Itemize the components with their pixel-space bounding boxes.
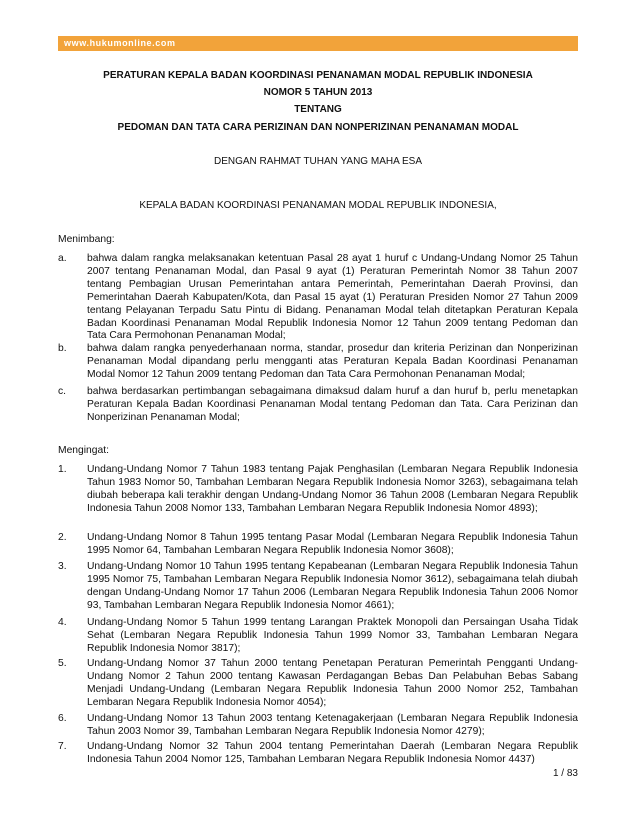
mengingat-item [58, 561, 578, 613]
mengingat-item [58, 617, 578, 656]
item-number: a. [58, 253, 67, 264]
item-text: bahwa dalam rangka penyederhanaan norma, standar, prosedur dan kriteria Perizinan dan Nonperizinan Penanaman Modal dipandang perlu mengganti atas Peraturan Kepala Badan Koordinasi Penanaman Modal Nomor 12 Tahun 2009 tentang Pedoman dan Tata Cara Permohonan Penanaman Modal; [87, 343, 578, 380]
item-number: 2. [58, 532, 67, 543]
item-text: bahwa dalam rangka melaksanakan ketentuan Pasal 28 ayat 1 huruf c Undang-Undang Nomor 25 Tahun 2007 tentang Penanaman Modal, dan Pasal 9 ayat (1) Peraturan Pemerintah Nomor 38 Tahun 2007 tentang Pembagian Urusan Pemerintahan antara Pemerintah, Pemerintahan Daerah Provinsi, dan Pemerintahan Daerah Kabupaten/Kota, dan Pasal 15 ayat (1) Peraturan Presiden Nomor 27 Tahun 2009 tentang Pelayanan Terpadu Satu Pintu di Bidang. Penanaman Modal telah ditetapkan Peraturan Kepala Badan Koordinasi Penanaman Modal Republik Indonesia Nomor 12 Tahun 2009 tentang Pedoman dan Tata Cara Permohonan Penanaman Modal; [87, 253, 578, 342]
item-text: bahwa berdasarkan pertimbangan sebagaimana dimaksud dalam huruf a dan huruf b, perlu menetapkan Peraturan Kepala Badan Koordinasi Penanaman Modal tentang Pedoman dan Tata. Cara Perizinan dan Nonperizinan Penanaman Modal; [87, 386, 578, 423]
item-number: 6. [58, 713, 67, 724]
item-number: c. [58, 386, 67, 397]
site-header-bar[interactable]: www.hukumonline.com [58, 36, 578, 51]
menimbang-heading: Menimbang: [58, 234, 115, 245]
authority-line: KEPALA BADAN KOORDINASI PENANAMAN MODAL REPUBLIK INDONESIA, [139, 200, 497, 211]
mengingat-item [58, 464, 578, 516]
item-number: 4. [58, 617, 67, 628]
item-number: 3. [58, 561, 67, 572]
item-text: Undang-Undang Nomor 13 Tahun 2003 tentang Ketenagakerjaan (Lembaran Negara Republik Indonesia Tahun 2003 Nomor 39, Tambahan Lembaran Negara Republik Indonesia Nomor 4279); [87, 713, 578, 737]
doc-title-number: NOMOR 5 TAHUN 2013 [263, 87, 373, 98]
doc-title-subject: PEDOMAN DAN TATA CARA PERIZINAN DAN NONPERIZINAN PENANAMAN MODAL [117, 122, 519, 133]
mengingat-item [58, 741, 578, 767]
doc-title-tentang: TENTANG [294, 104, 342, 115]
menimbang-item [58, 343, 578, 382]
item-text: Undang-Undang Nomor 7 Tahun 1983 tentang Pajak Penghasilan (Lembaran Negara Republik Indonesia Tahun 1983 Nomor 50, Tambahan Lembaran Negara Republik Indonesia Nomor 3263), sebagaimana telah diubah beberapa kali terakhir dengan Undang-Undang Nomor 36 Tahun 2008 (Lembaran Negara Republik Indonesia Tahun 2008 Nomor 133, Tambahan Lembaran Negara Republik Indonesia Nomor 4893); [87, 464, 578, 514]
item-text: Undang-Undang Nomor 37 Tahun 2000 tentang Penetapan Peraturan Pemerintah Pengganti Undang-Undang Nomor 2 Tahun 2000 tentang Kawasan Perdagangan Bebas Dan Pelabuhan Bebas Sabang Menjadi Undang-Undang (Lembaran Negara Republik Indonesia Tahun 2000 Nomor 252, Tambahan Lembaran Negara Republik Indonesia Nomor 4054); [87, 658, 578, 708]
menimbang-item [58, 386, 578, 425]
mengingat-heading: Mengingat: [58, 445, 109, 456]
menimbang-item [58, 253, 578, 343]
mengingat-item [58, 532, 578, 558]
mengingat-item [58, 713, 578, 739]
item-text: Undang-Undang Nomor 32 Tahun 2004 tentang Pemerintahan Daerah (Lembaran Negara Republik Indonesia Tahun 2004 Nomor 125, Tambahan Lembaran Negara Republik Indonesia Nomor 4437) [87, 741, 578, 765]
item-text: Undang-Undang Nomor 8 Tahun 1995 tentang Pasar Modal (Lembaran Negara Republik Indonesia Tahun 1995 Nomor 64, Tambahan Lembaran Negara Republik Indonesia Nomor 3608); [87, 532, 578, 556]
item-number: 1. [58, 464, 67, 475]
item-number: b. [58, 343, 67, 354]
item-text: Undang-Undang Nomor 10 Tahun 1995 tentang Kepabeanan (Lembaran Negara Republik Indonesia Tahun 1995 Nomor 75, Tambahan Lembaran Negara Republik Indonesia Nomor 3612), sebagaimana telah diubah dengan Undang-Undang Nomor 17 Tahun 2006 (Lembaran Negara Republik Indonesia Tahun 2006 Nomor 93, Tambahan Lembaran Negara Republik Indonesia Nomor 4661); [87, 561, 578, 611]
item-number: 7. [58, 741, 67, 752]
page-number: 1 / 83 [552, 768, 578, 779]
mengingat-item [58, 658, 578, 710]
item-number: 5. [58, 658, 67, 669]
blessing-line: DENGAN RAHMAT TUHAN YANG MAHA ESA [213, 156, 422, 167]
doc-title-line1: PERATURAN KEPALA BADAN KOORDINASI PENANAMAN MODAL REPUBLIK INDONESIA [103, 70, 533, 81]
item-text: Undang-Undang Nomor 5 Tahun 1999 tentang Larangan Praktek Monopoli dan Persaingan Usaha Tidak Sehat (Lembaran Negara Republik Indonesia Tahun 1999 Nomor 33, Tambahan Lembaran Negara Republik Indonesia Nomor 3817); [87, 617, 578, 654]
